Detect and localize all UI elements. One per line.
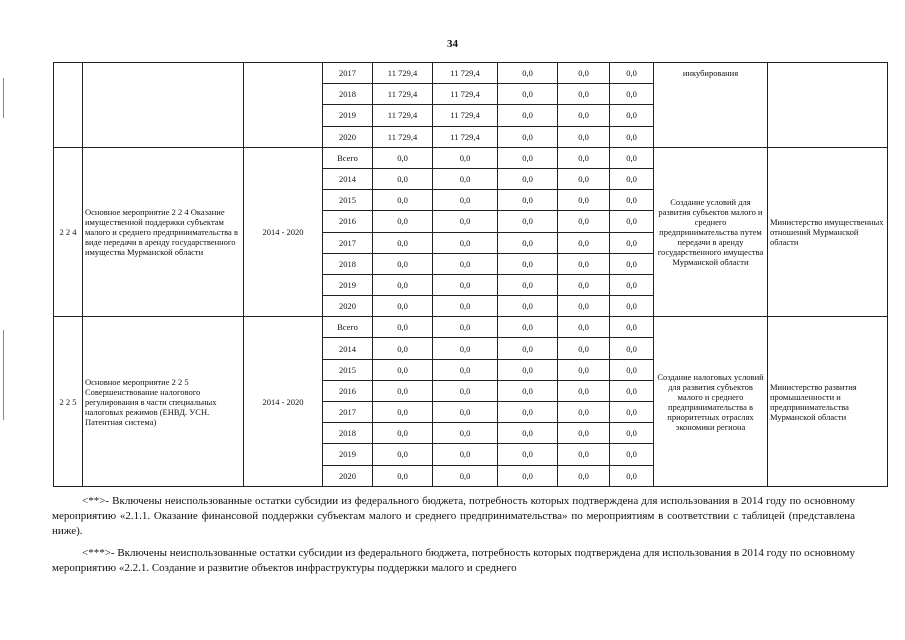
value-cell: 0,0	[558, 444, 610, 465]
year-cell: 2019	[323, 444, 373, 465]
measure-executor-cell: Министерство развития промышленности и предпринимательства Мурманской области	[768, 317, 888, 487]
value-cell: 0,0	[373, 338, 433, 359]
value-cell: 0,0	[610, 63, 654, 84]
value-cell: 0,0	[498, 274, 558, 295]
footnote-double-star	[52, 494, 855, 539]
table-row	[54, 147, 888, 168]
value-cell: 0,0	[558, 402, 610, 423]
value-cell: 0,0	[610, 338, 654, 359]
value-cell: 0,0	[498, 63, 558, 84]
value-cell: 0,0	[610, 211, 654, 232]
value-cell: 11 729,4	[373, 84, 433, 105]
year-cell: 2020	[323, 465, 373, 486]
year-cell: Всего	[323, 317, 373, 338]
year-cell: 2017	[323, 63, 373, 84]
value-cell: 11 729,4	[373, 105, 433, 126]
value-cell: 0,0	[433, 296, 498, 317]
value-cell: 0,0	[610, 105, 654, 126]
year-cell: 2016	[323, 380, 373, 401]
value-cell: 0,0	[433, 317, 498, 338]
year-cell: 2017	[323, 232, 373, 253]
value-cell: 0,0	[433, 465, 498, 486]
value-cell: 0,0	[558, 63, 610, 84]
value-cell: 0,0	[498, 253, 558, 274]
value-cell: 0,0	[373, 190, 433, 211]
value-cell: 0,0	[373, 317, 433, 338]
value-cell: 0,0	[433, 402, 498, 423]
value-cell: 0,0	[498, 190, 558, 211]
value-cell: 0,0	[433, 147, 498, 168]
value-cell: 0,0	[373, 274, 433, 295]
value-cell: 11 729,4	[373, 63, 433, 84]
program-measures-table	[53, 62, 888, 487]
measure-name-cell: Основное мероприятие 2 2 5 Совершенствование налогового регулирования в части специальных налоговых режимов (ЕНВД. УСН. Патентная система)	[83, 317, 244, 487]
value-cell: 0,0	[558, 232, 610, 253]
value-cell: 0,0	[498, 147, 558, 168]
value-cell: 0,0	[373, 380, 433, 401]
empty-code-cell	[54, 63, 83, 148]
value-cell: 11 729,4	[373, 126, 433, 147]
measure-code-cell: 2 2 5	[54, 317, 83, 487]
value-cell: 0,0	[558, 296, 610, 317]
value-cell: 0,0	[433, 190, 498, 211]
measure-result-cell: Создание налоговых условий для развития субъектов малого и среднего предпринимательства в приоритетных отраслях экономики региона	[654, 317, 768, 487]
value-cell: 0,0	[498, 444, 558, 465]
value-cell: 0,0	[498, 317, 558, 338]
year-cell: 2019	[323, 274, 373, 295]
value-cell: 0,0	[558, 126, 610, 147]
empty-period-cell	[244, 63, 323, 148]
value-cell: 0,0	[558, 168, 610, 189]
value-cell: 0,0	[498, 359, 558, 380]
value-cell: 0,0	[433, 359, 498, 380]
year-cell: 2019	[323, 105, 373, 126]
value-cell: 0,0	[373, 147, 433, 168]
value-cell: 0,0	[498, 126, 558, 147]
value-cell: 0,0	[610, 296, 654, 317]
value-cell: 0,0	[433, 274, 498, 295]
value-cell: 0,0	[498, 168, 558, 189]
year-cell: 2018	[323, 84, 373, 105]
value-cell: 11 729,4	[433, 63, 498, 84]
measure-period-cell: 2014 - 2020	[244, 317, 323, 487]
table-row	[54, 63, 888, 84]
value-cell: 0,0	[498, 232, 558, 253]
year-cell: 2020	[323, 296, 373, 317]
value-cell: 0,0	[558, 190, 610, 211]
measure-executor-cell: Министерство имущественных отношений Мурманской области	[768, 147, 888, 317]
value-cell: 0,0	[558, 359, 610, 380]
value-cell: 0,0	[558, 253, 610, 274]
value-cell: 0,0	[558, 147, 610, 168]
value-cell: 0,0	[433, 253, 498, 274]
page-number: 34	[447, 38, 458, 50]
value-cell: 0,0	[610, 147, 654, 168]
footnote-text: <***>- Включены неиспользованные остатки субсидии из федерального бюджета, потребность которых подтверждена для использования в 2014 году по основному мероприятию «2.2.1. Создание и развитие объектов инфраструктуры поддержки малого и среднего	[52, 547, 855, 574]
value-cell: 0,0	[610, 126, 654, 147]
value-cell: 0,0	[610, 359, 654, 380]
value-cell: 0,0	[498, 105, 558, 126]
value-cell: 0,0	[433, 380, 498, 401]
value-cell: 0,0	[498, 211, 558, 232]
value-cell: 0,0	[373, 296, 433, 317]
value-cell: 0,0	[558, 423, 610, 444]
value-cell: 0,0	[610, 380, 654, 401]
value-cell: 0,0	[433, 444, 498, 465]
year-cell: 2016	[323, 211, 373, 232]
value-cell: 0,0	[610, 84, 654, 105]
value-cell: 0,0	[610, 465, 654, 486]
value-cell: 0,0	[373, 211, 433, 232]
year-cell: 2020	[323, 126, 373, 147]
measure-result-cell: Создание условий для развития субъектов малого и среднего предпринимательства путем передачи в аренду государственного имущества Мурманской области	[654, 147, 768, 317]
value-cell: 0,0	[433, 338, 498, 359]
value-cell: 0,0	[610, 190, 654, 211]
value-cell: 0,0	[610, 274, 654, 295]
year-cell: 2015	[323, 359, 373, 380]
value-cell: 0,0	[373, 168, 433, 189]
value-cell: 0,0	[558, 317, 610, 338]
value-cell: 0,0	[498, 380, 558, 401]
value-cell: 0,0	[610, 253, 654, 274]
value-cell: 0,0	[498, 402, 558, 423]
value-cell: 0,0	[498, 338, 558, 359]
year-cell: Всего	[323, 147, 373, 168]
year-cell: 2015	[323, 190, 373, 211]
value-cell: 11 729,4	[433, 105, 498, 126]
value-cell: 0,0	[558, 105, 610, 126]
value-cell: 11 729,4	[433, 84, 498, 105]
value-cell: 0,0	[558, 338, 610, 359]
value-cell: 0,0	[373, 423, 433, 444]
scan-margin-mark	[3, 330, 4, 420]
value-cell: 11 729,4	[433, 126, 498, 147]
value-cell: 0,0	[433, 168, 498, 189]
value-cell: 0,0	[610, 423, 654, 444]
value-cell: 0,0	[373, 253, 433, 274]
value-cell: 0,0	[433, 423, 498, 444]
value-cell: 0,0	[498, 423, 558, 444]
measure-name-cell: Основное мероприятие 2 2 4 Оказание имущественной поддержки субъектам малого и среднего предпринимательства в виде передачи в аренду государственного имущества Мурманской области	[83, 147, 244, 317]
value-cell: 0,0	[610, 317, 654, 338]
measure-period-cell: 2014 - 2020	[244, 147, 323, 317]
value-cell: 0,0	[558, 274, 610, 295]
value-cell: 0,0	[373, 359, 433, 380]
year-cell: 2017	[323, 402, 373, 423]
value-cell: 0,0	[498, 465, 558, 486]
value-cell: 0,0	[610, 232, 654, 253]
value-cell: 0,0	[610, 402, 654, 423]
footnote-triple-star	[52, 546, 855, 576]
empty-executor-cell	[768, 63, 888, 148]
scan-margin-mark	[3, 78, 4, 118]
value-cell: 0,0	[433, 232, 498, 253]
value-cell: 0,0	[610, 168, 654, 189]
value-cell: 0,0	[373, 444, 433, 465]
year-cell: 2018	[323, 423, 373, 444]
value-cell: 0,0	[558, 84, 610, 105]
value-cell: 0,0	[373, 402, 433, 423]
empty-name-cell	[83, 63, 244, 148]
measure-code-cell: 2 2 4	[54, 147, 83, 317]
result-cell: инкубирования	[654, 63, 768, 148]
value-cell: 0,0	[373, 232, 433, 253]
value-cell: 0,0	[558, 211, 610, 232]
value-cell: 0,0	[498, 84, 558, 105]
value-cell: 0,0	[498, 296, 558, 317]
value-cell: 0,0	[558, 465, 610, 486]
value-cell: 0,0	[433, 211, 498, 232]
value-cell: 0,0	[373, 465, 433, 486]
value-cell: 0,0	[610, 444, 654, 465]
table-row	[54, 317, 888, 338]
year-cell: 2014	[323, 338, 373, 359]
year-cell: 2014	[323, 168, 373, 189]
footnote-text: <**>- Включены неиспользованные остатки субсидии из федерального бюджета, потребность которых подтверждена для использования в 2014 году по основному мероприятию «2.1.1. Оказание финансовой поддержки субъектам малого и среднего предпринимательства» по мероприятиям в соответствии с таблицей (представлена ниже).	[52, 495, 855, 537]
year-cell: 2018	[323, 253, 373, 274]
value-cell: 0,0	[558, 380, 610, 401]
